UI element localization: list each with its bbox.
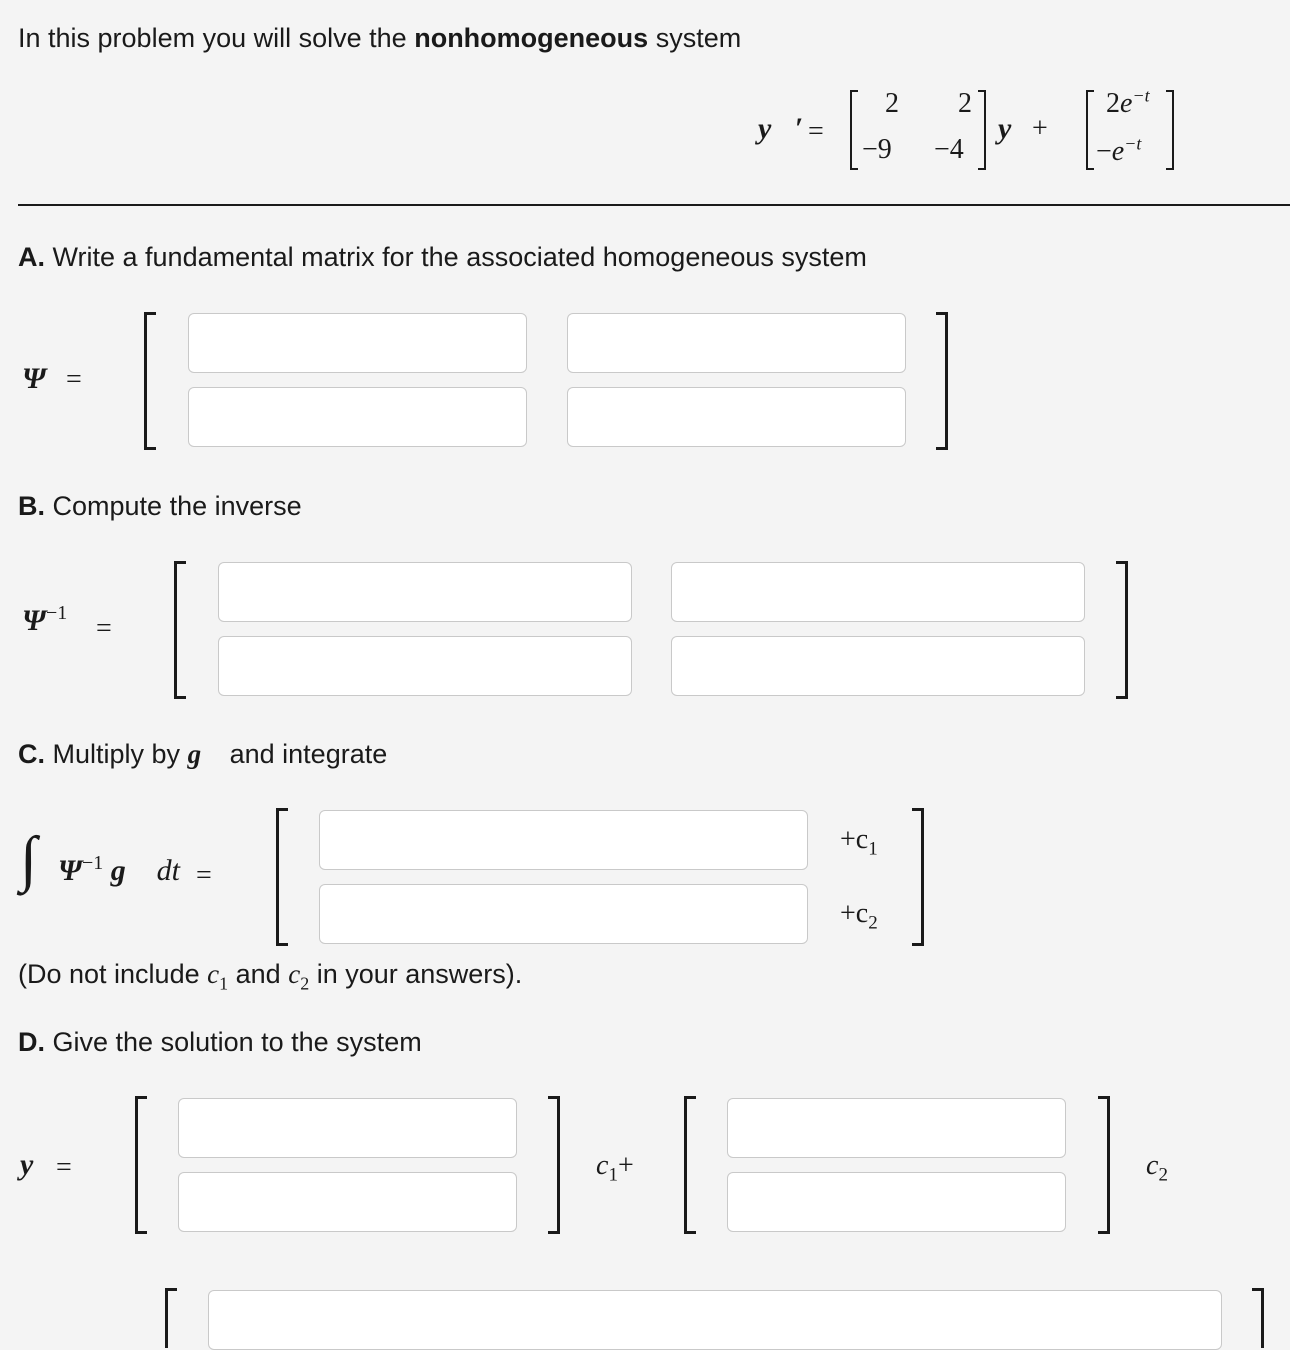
note-c2: $c_2$: [288, 959, 310, 994]
psi-inverse-input-21[interactable]: [218, 636, 632, 696]
part-c-note: [18, 958, 523, 994]
coef-matrix-cell: −9: [862, 134, 892, 165]
psi-eq: =: [66, 364, 82, 395]
part-b-letter: B.: [18, 491, 45, 521]
integral-integrand: $\Psi^{-1}$ g⃗ dt: [58, 852, 180, 887]
equation-eq: =: [808, 116, 824, 147]
solution-vec1-input-2[interactable]: [178, 1172, 517, 1232]
psi-input-11[interactable]: [188, 313, 527, 373]
solution-y-symbol: y⃗: [20, 1148, 57, 1181]
part-c-text-after: and integrate: [229, 739, 388, 769]
coef-matrix-cell: 2: [885, 88, 899, 119]
psi-right-bracket: [936, 312, 948, 450]
equation-lhs: y⃗′: [758, 112, 804, 145]
psi-inverse-input-12[interactable]: [671, 562, 1085, 622]
psi-symbol: Ψ: [22, 362, 46, 395]
psi-inverse-input-22[interactable]: [671, 636, 1085, 696]
integral-input-1[interactable]: [319, 810, 808, 870]
next-left-bracket: [165, 1288, 177, 1348]
solution-vec1-input-1[interactable]: [178, 1098, 517, 1158]
integral-sign: ∫: [20, 825, 37, 893]
psi-inverse-right-bracket: [1116, 561, 1128, 699]
part-c-letter: C.: [18, 739, 45, 769]
solution-vec2-input-1[interactable]: [727, 1098, 1066, 1158]
next-input[interactable]: [208, 1290, 1222, 1350]
plus-c1-label: $+c_1$: [840, 824, 878, 860]
psi-inverse-symbol: $\Psi^{-1}$: [22, 602, 68, 637]
solution-vec2-input-2[interactable]: [727, 1172, 1066, 1232]
coef-matrix-cell: −4: [934, 134, 964, 165]
psi-input-12[interactable]: [567, 313, 906, 373]
psi-input-22[interactable]: [567, 387, 906, 447]
part-a-text: Write a fundamental matrix for the associated homogeneous system: [52, 242, 867, 272]
intro-bold: nonhomogeneous: [414, 23, 649, 53]
forcing-right-bracket: [1166, 90, 1174, 170]
intro-prefix: In this problem you will solve the: [18, 23, 407, 53]
forcing-entry-2: $-e^{-t}$: [1096, 133, 1142, 167]
coef-matrix-right-bracket: [978, 90, 986, 170]
solution-vec1-left-bracket: [135, 1096, 147, 1234]
divider: [18, 204, 1290, 206]
solution-c1-label: $c_1+$: [596, 1150, 634, 1186]
forcing-entry-1: $2e^{-t}$: [1106, 85, 1150, 119]
solution-c2-label: $c_2$: [1146, 1150, 1168, 1186]
forcing-left-bracket: [1086, 90, 1094, 170]
integral-right-bracket: [912, 808, 924, 946]
solution-eq: =: [56, 1152, 72, 1183]
part-b-text: Compute the inverse: [52, 491, 302, 521]
intro-text: [18, 22, 741, 54]
note-c1: $c_1$: [207, 959, 229, 994]
equation-plus: +: [1032, 113, 1048, 144]
solution-vec2-left-bracket: [684, 1096, 696, 1234]
coef-matrix-cell: 2: [958, 88, 972, 119]
note-suffix: in your answers).: [316, 959, 523, 989]
note-prefix: (Do not include: [18, 959, 200, 989]
part-c-text-before: Multiply by: [52, 739, 181, 769]
next-right-bracket: [1252, 1288, 1264, 1348]
solution-vec1-right-bracket: [548, 1096, 560, 1234]
plus-c2-label: $+c_2$: [840, 898, 878, 934]
part-c-heading: [18, 738, 387, 770]
intro-suffix: system: [655, 23, 742, 53]
part-a-heading: [18, 241, 867, 273]
part-a-letter: A.: [18, 242, 45, 272]
part-c-vec-g: g⃗: [187, 739, 223, 769]
equation-vec-y: y⃗: [998, 112, 1035, 145]
solution-vec2-right-bracket: [1098, 1096, 1110, 1234]
integral-eq: =: [196, 860, 212, 891]
part-d-text: Give the solution to the system: [52, 1027, 422, 1057]
part-d-letter: D.: [18, 1027, 45, 1057]
coef-matrix-left-bracket: [850, 90, 858, 170]
psi-input-21[interactable]: [188, 387, 527, 447]
psi-inverse-input-11[interactable]: [218, 562, 632, 622]
integral-left-bracket: [276, 808, 288, 946]
note-and: and: [235, 959, 281, 989]
integral-input-2[interactable]: [319, 884, 808, 944]
psi-inverse-eq: =: [96, 613, 112, 644]
psi-left-bracket: [144, 312, 156, 450]
psi-inverse-left-bracket: [174, 561, 186, 699]
part-d-heading: [18, 1026, 422, 1058]
part-b-heading: [18, 490, 302, 522]
